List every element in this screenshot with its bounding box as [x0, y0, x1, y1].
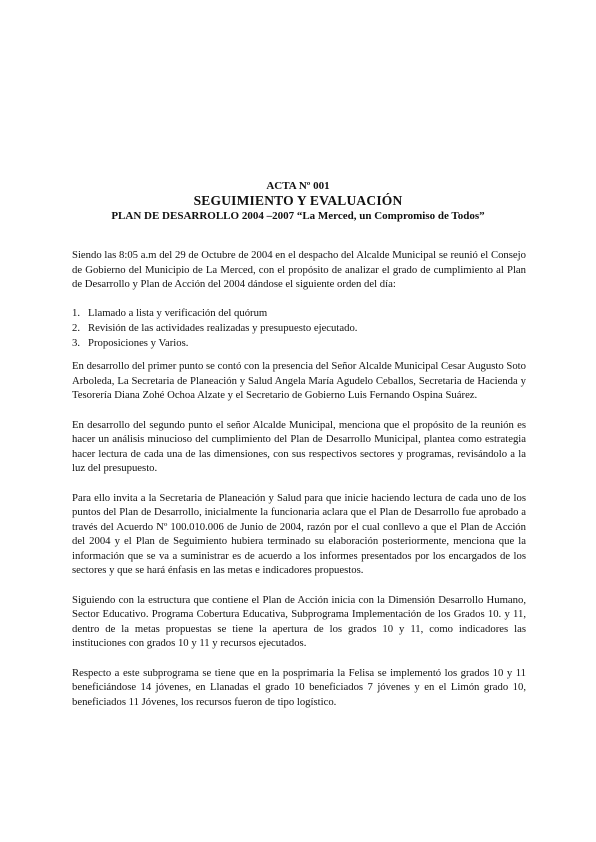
agenda-item: [72, 321, 526, 336]
agenda-item-number: 1.: [72, 307, 81, 320]
acta-number: ACTA Nº 001: [266, 180, 330, 192]
agenda-item-number: 3.: [72, 336, 81, 349]
document-title: SEGUIMIENTO Y EVALUACIÓN: [193, 193, 403, 208]
subprogram-paragraph: Respecto a este subprograma se tiene que en la posprimaria la Felisa se implementó los grados 10 y 11 beneficiándose 14 jóvenes, en Llanadas el grado 10 beneficiados 7 jóvenes y en el Limón grado 10, beneficiados 11 Jóvenes, los recursos fueron de tipo logístico.: [72, 666, 526, 708]
agenda-list: [72, 306, 526, 350]
plan-reading-paragraph: Para ello invita a la Secretaria de Planeación y Salud para que inicie haciendo lectura de cada uno de los puntos del Plan de Desarrollo, inicialmente la funcionaria aclara que el Plan de Desarrollo fue aprobado a través del Acuerdo Nº 100.010.006 de Junio de 2004, razón por el cual conllevo a que el Plan de Acción del 2004 y el Plan de Seguimiento hubiera terminado su elaboración posteriormente, menciona que la información que se va a suministrar es de acuerdo a los informes presentados por los encargados de los sectores y que se hará énfasis en las metas e indicadores propuestos.: [72, 491, 526, 577]
agenda-item-text: Llamado a lista y verificación del quórum: [88, 307, 268, 320]
attendance-paragraph: En desarrollo del primer punto se contó con la presencia del Señor Alcalde Municipal Cesar Augusto Soto Arboleda, La Secretaria de Planeación y Salud Angela María Agudelo Ceballos, Secretaria de Hacienda y Tesorería Diana Zohé Ochoa Alzate y el Secretario de Gobierno Luis Fernando Ospina Suárez.: [72, 360, 526, 402]
agenda-item: [72, 336, 526, 351]
action-plan-paragraph: Siguiendo con la estructura que contiene el Plan de Acción inicia con la Dimensión Desarrollo Humano, Sector Educativo. Programa Cobertura Educativa, Subprograma Implementación de los Grados 10. y 11, dentro de la metas propuestas se tiene la apertura de los grados 10 y 11, como indicadores las instituciones con grados 10 y 11 y recursos ejecutados.: [72, 593, 526, 650]
agenda-item-text: Proposiciones y Varios.: [88, 336, 189, 349]
agenda-item-number: 2.: [72, 321, 81, 334]
agenda-item: [72, 306, 526, 321]
document-body: [72, 248, 526, 724]
agenda-item-text: Revisión de las actividades realizadas y presupuesto ejecutado.: [88, 321, 358, 334]
document-subtitle: PLAN DE DESARROLLO 2004 –2007 “La Merced, un Compromiso de Todos”: [111, 210, 485, 222]
purpose-paragraph: En desarrollo del segundo punto el señor Alcalde Municipal, menciona que el propósito de la reunión es hacer un análisis minucioso del cumplimiento del Plan de Desarrollo Municipal, plantea como estrategia hacer lectura de cada una de las dimensiones, con sus respectivos sectores y programas, revisándolo a la luz del presupuesto.: [72, 418, 526, 475]
intro-paragraph: Siendo las 8:05 a.m del 29 de Octubre de 2004 en el despacho del Alcalde Municipal se reunió el Consejo de Gobierno del Municipio de La Merced, con el propósito de analizar el grado de cumplimiento al Plan de Desarrollo y Plan de Acción del 2004 dándose el siguiente orden del día:: [72, 249, 526, 291]
